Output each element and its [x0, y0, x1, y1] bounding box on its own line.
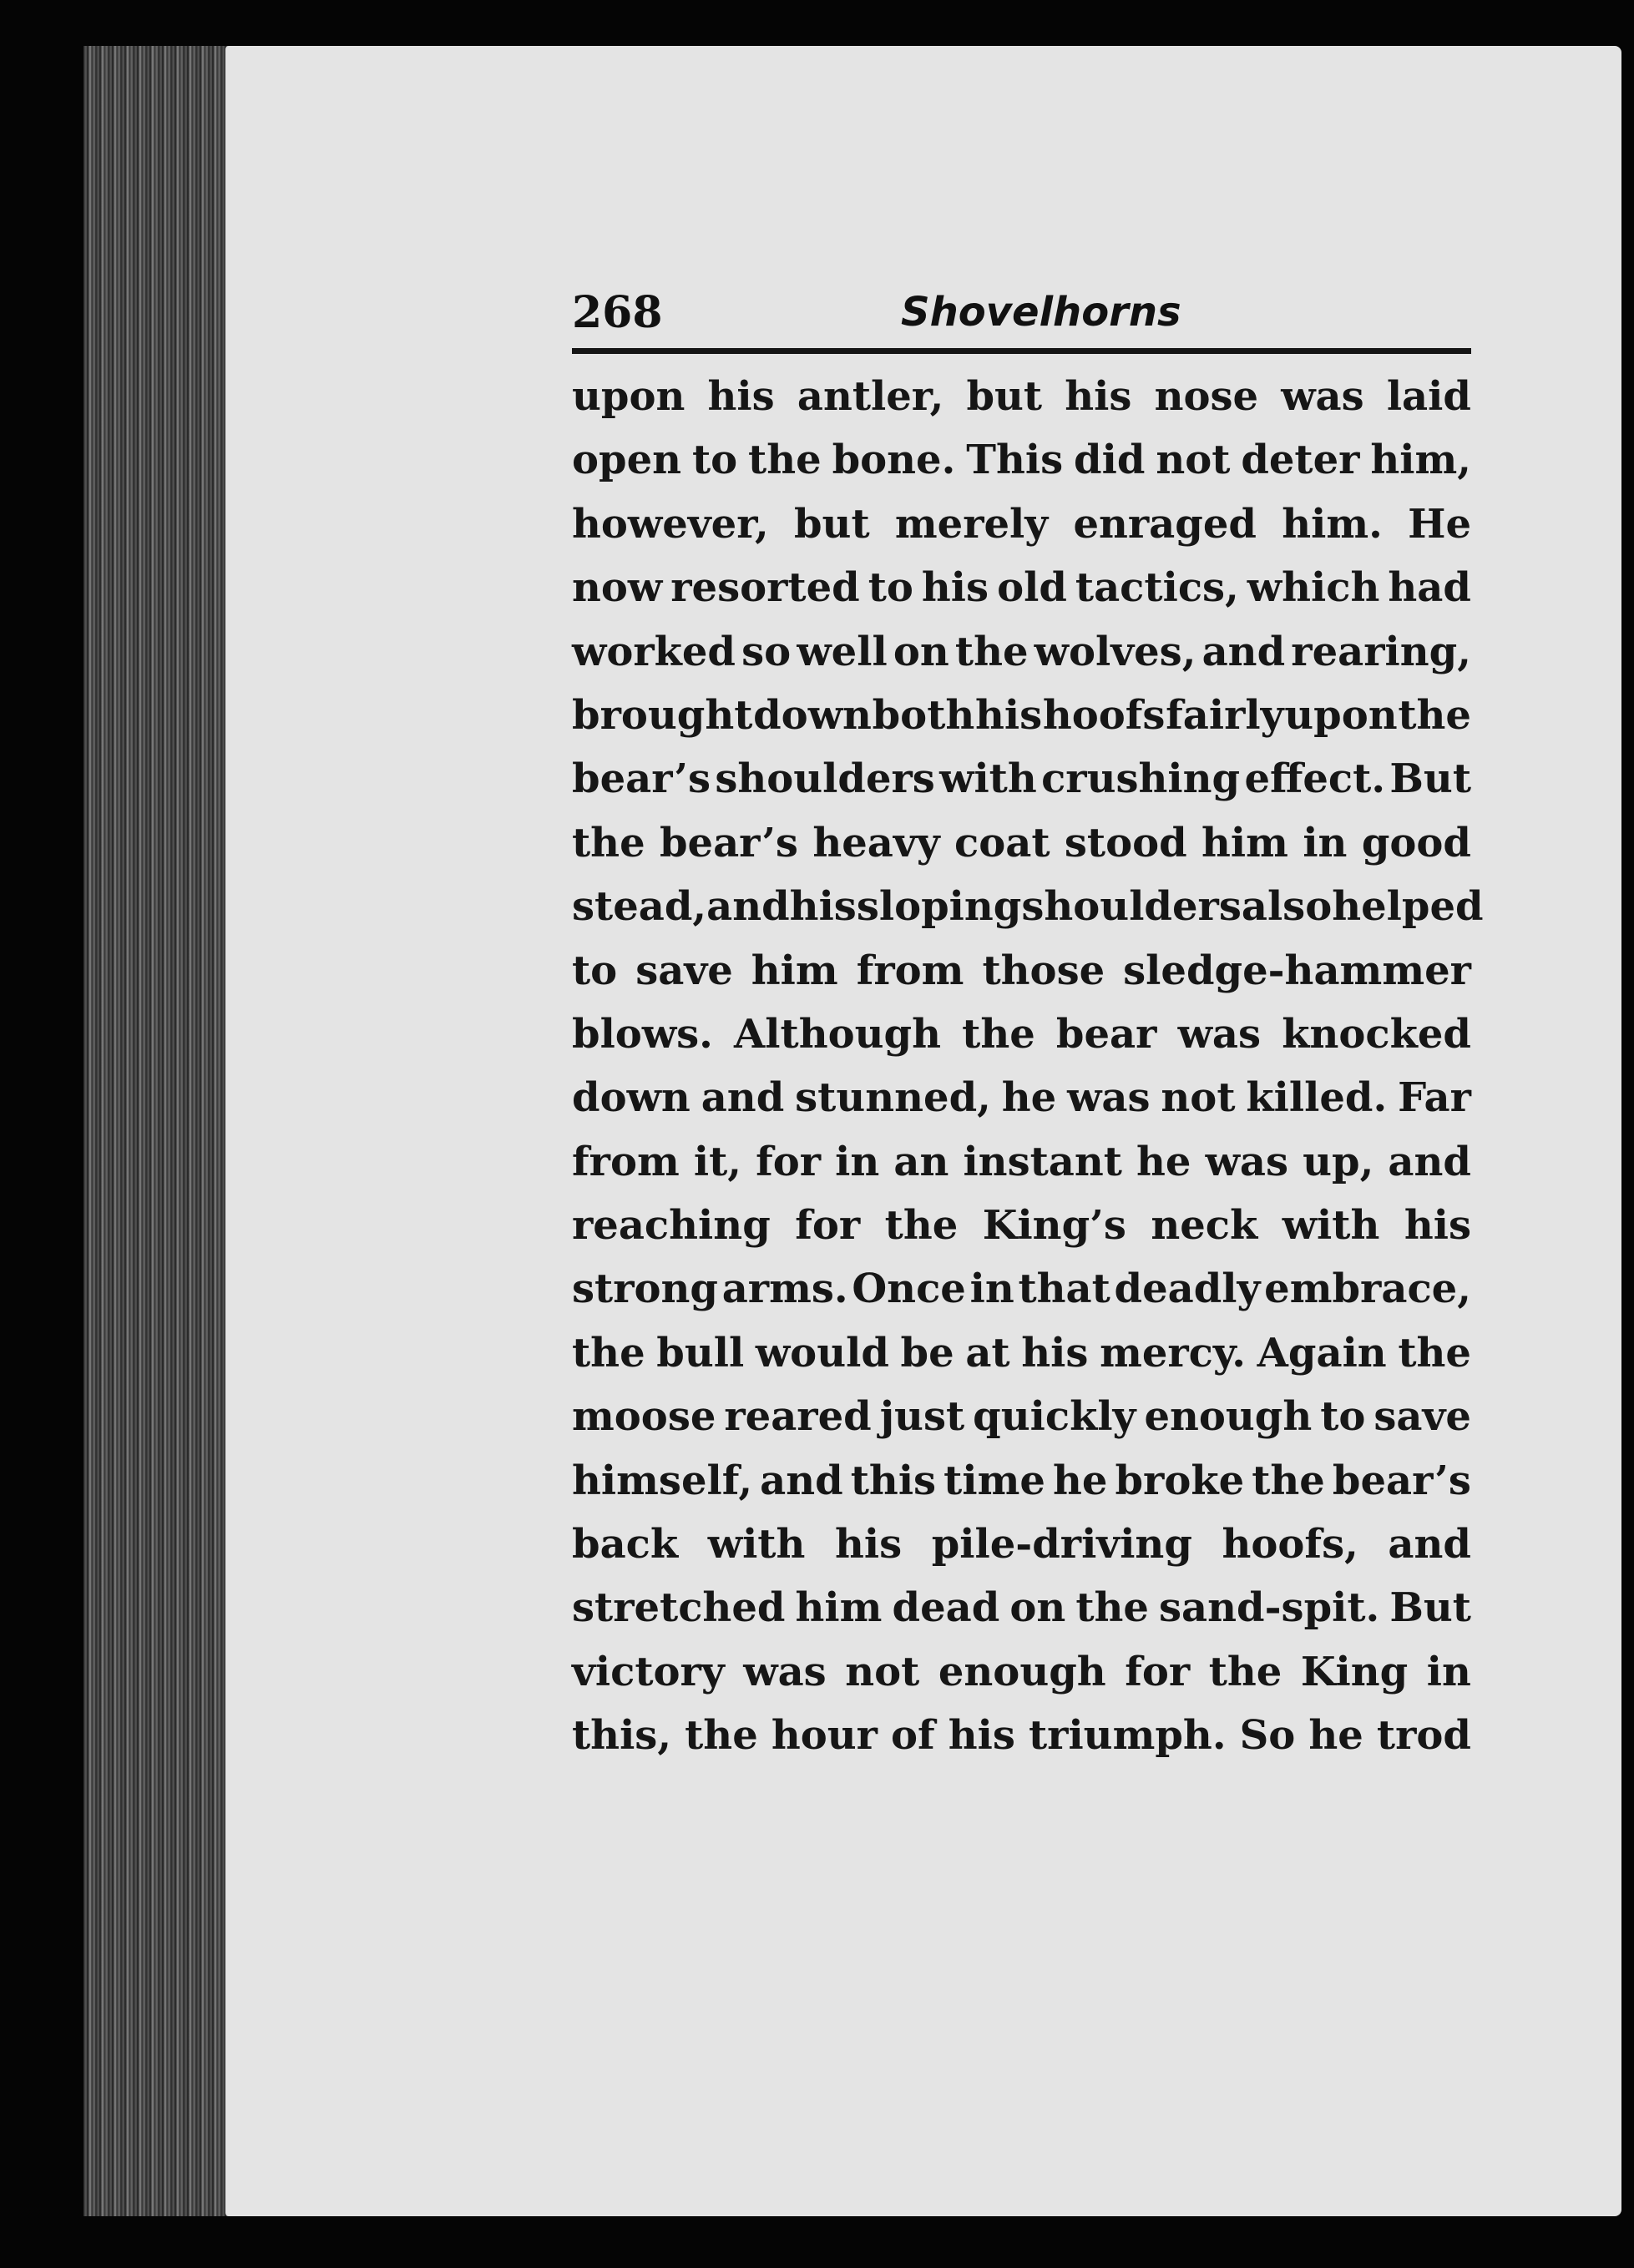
text-word: knocked — [1282, 1010, 1471, 1058]
text-word: that — [1018, 1265, 1110, 1313]
text-word: sand-spit. — [1159, 1584, 1380, 1632]
text-word: wolves, — [1034, 628, 1196, 675]
text-word: back — [572, 1521, 679, 1568]
text-word: deadly — [1114, 1265, 1261, 1313]
text-word: the — [748, 437, 822, 484]
text-word: sledge-hammer — [1123, 947, 1471, 994]
text-word: enraged — [1073, 500, 1257, 548]
text-word: the — [572, 1329, 645, 1376]
text-word: stood — [1064, 819, 1187, 866]
text-word: just — [879, 1393, 965, 1441]
text-word: did — [1074, 437, 1146, 484]
text-word: Although — [734, 1010, 941, 1058]
text-word: to — [1320, 1393, 1366, 1441]
text-word: and — [1201, 628, 1286, 675]
text-word: well — [797, 628, 888, 675]
text-word: quickly — [973, 1393, 1136, 1441]
text-word: him — [795, 1584, 883, 1632]
text-line — [572, 1513, 1471, 1576]
text-word: resorted — [670, 564, 860, 612]
text-word: on — [893, 628, 949, 675]
text-word: it, — [693, 1138, 741, 1185]
text-word: from — [572, 1138, 680, 1185]
text-word: trod — [1376, 1712, 1471, 1760]
text-word: his — [921, 564, 989, 612]
text-word: in — [969, 1265, 1014, 1313]
text-line — [572, 1257, 1471, 1321]
text-word: pile-driving — [931, 1521, 1192, 1568]
text-word: up, — [1303, 1138, 1374, 1185]
text-word: was — [1205, 1138, 1289, 1185]
text-word: effect. — [1244, 755, 1386, 803]
page-number: 268 — [572, 287, 663, 338]
text-word: helped — [1332, 883, 1484, 931]
text-word: bull — [656, 1329, 745, 1376]
text-word: to — [572, 947, 618, 994]
text-word: not — [845, 1648, 920, 1695]
text-word: save — [1373, 1393, 1471, 1441]
text-line — [572, 1704, 1471, 1767]
text-word: in — [1303, 819, 1348, 866]
text-word: his — [789, 883, 857, 931]
text-line — [572, 875, 1484, 938]
text-word: the — [572, 819, 645, 866]
text-word: his — [1404, 1202, 1471, 1250]
text-word: and — [706, 883, 790, 931]
text-line — [572, 684, 1471, 747]
text-word: was — [1067, 1074, 1151, 1122]
text-word: bear’s — [572, 755, 711, 803]
text-word: bear’s — [1332, 1457, 1471, 1504]
text-word: but — [793, 500, 870, 548]
text-word: neck — [1151, 1202, 1258, 1250]
text-word: dead — [892, 1584, 1000, 1632]
text-line — [572, 1385, 1471, 1448]
text-word: So — [1239, 1712, 1296, 1760]
text-word: upon — [1284, 691, 1398, 739]
text-word: at — [965, 1329, 1010, 1376]
text-word: shoulders — [715, 755, 935, 803]
text-word: the — [1075, 1584, 1149, 1632]
text-word: He — [1408, 500, 1471, 548]
book-page-edges — [83, 46, 234, 2216]
text-word: and — [760, 1457, 843, 1504]
text-word: his — [1065, 373, 1132, 420]
text-word: himself, — [572, 1457, 753, 1504]
text-line — [572, 811, 1471, 875]
text-word: which — [1247, 564, 1380, 612]
text-word: for — [1125, 1648, 1191, 1695]
text-word: hoofs — [1042, 691, 1166, 739]
text-word: so — [741, 628, 792, 675]
text-word: now — [572, 564, 663, 612]
text-word: he — [1001, 1074, 1057, 1122]
text-word: was — [1177, 1010, 1262, 1058]
text-word: embrace, — [1264, 1265, 1471, 1313]
text-word: sloping — [856, 883, 1022, 931]
text-line — [572, 1640, 1471, 1704]
text-word: the — [962, 1010, 1035, 1058]
text-word: on — [1009, 1584, 1066, 1632]
text-word: be — [900, 1329, 954, 1376]
text-word: upon — [572, 373, 685, 420]
text-word: Once — [852, 1265, 966, 1313]
text-word: save — [635, 947, 733, 994]
text-word: merely — [894, 500, 1049, 548]
text-word: arms. — [721, 1265, 848, 1313]
text-word: time — [943, 1457, 1045, 1504]
text-word: But — [1389, 755, 1471, 803]
text-word: would — [755, 1329, 889, 1376]
text-word: his — [834, 1521, 903, 1568]
text-word: this, — [572, 1712, 672, 1760]
page-header — [572, 275, 1471, 351]
text-word: fairly — [1166, 691, 1284, 739]
text-word: Far — [1398, 1074, 1471, 1122]
text-word: stead, — [572, 883, 707, 931]
text-word: in — [1426, 1648, 1471, 1695]
text-word: hoofs, — [1222, 1521, 1358, 1568]
text-word: but — [966, 373, 1043, 420]
text-word: of — [891, 1712, 935, 1760]
text-word: to — [691, 437, 738, 484]
text-word: the — [685, 1712, 758, 1760]
text-word: Again — [1257, 1329, 1387, 1376]
text-word: bear — [1055, 1010, 1157, 1058]
text-word: not — [1156, 437, 1231, 484]
text-word: old — [997, 564, 1067, 612]
text-word: reared — [724, 1393, 872, 1441]
text-word: and — [1388, 1138, 1471, 1185]
text-word: worked — [572, 628, 736, 675]
text-word: bear’s — [659, 819, 798, 866]
text-word: not — [1161, 1074, 1236, 1122]
text-line — [572, 747, 1471, 811]
text-word: triumph. — [1028, 1712, 1227, 1760]
text-word: blows. — [572, 1010, 713, 1058]
text-word: an — [893, 1138, 949, 1185]
text-word: broke — [1115, 1457, 1245, 1504]
text-word: in — [835, 1138, 880, 1185]
text-word: him — [751, 947, 838, 994]
text-word: the — [1398, 1329, 1471, 1376]
text-word: open — [572, 437, 682, 484]
text-word: nose — [1154, 373, 1259, 420]
text-word: was — [1281, 373, 1364, 420]
text-word: he — [1136, 1138, 1191, 1185]
text-word: killed. — [1246, 1074, 1388, 1122]
text-line — [572, 1321, 1471, 1385]
text-word: enough — [938, 1648, 1106, 1695]
text-word: brought — [572, 691, 753, 739]
text-word: laid — [1386, 373, 1471, 420]
text-word: this — [850, 1457, 937, 1504]
text-word: King — [1300, 1648, 1409, 1695]
text-word: him — [1201, 819, 1288, 866]
text-word: antler, — [797, 373, 944, 420]
text-word: heavy — [812, 819, 940, 866]
text-word: for — [795, 1202, 861, 1250]
text-line — [572, 1576, 1471, 1639]
text-word: stretched — [572, 1584, 786, 1632]
text-word: him. — [1282, 500, 1383, 548]
text-line — [572, 428, 1471, 492]
text-word: mercy. — [1100, 1329, 1246, 1376]
text-word: stunned, — [795, 1074, 991, 1122]
header-rule — [572, 348, 1471, 354]
text-word: coat — [954, 819, 1050, 866]
text-word: his — [707, 373, 775, 420]
text-word: tactics, — [1075, 564, 1239, 612]
text-line — [572, 939, 1471, 1003]
text-line — [572, 556, 1471, 619]
text-line — [572, 1130, 1471, 1194]
text-line — [572, 492, 1471, 556]
text-word: the — [884, 1202, 959, 1250]
text-word: both — [872, 691, 975, 739]
text-word: with — [707, 1521, 806, 1568]
text-word: moose — [572, 1393, 716, 1441]
text-word: he — [1308, 1712, 1363, 1760]
text-word: But — [1389, 1584, 1471, 1632]
text-line — [572, 1449, 1471, 1513]
body-text — [572, 365, 1484, 1768]
text-word: to — [868, 564, 913, 612]
text-word: This — [966, 437, 1064, 484]
text-word: deter — [1241, 437, 1360, 484]
text-word: for — [756, 1138, 822, 1185]
text-line — [572, 620, 1471, 684]
text-word: good — [1361, 819, 1471, 866]
text-line — [572, 365, 1471, 428]
text-word: his — [948, 1712, 1015, 1760]
text-word: was — [743, 1648, 827, 1695]
running-title: Shovelhorns — [901, 289, 1181, 336]
text-word: strong — [572, 1265, 718, 1313]
text-word: shoulders — [1021, 883, 1242, 931]
text-word: and — [701, 1074, 785, 1122]
text-word: the — [1398, 691, 1471, 739]
text-line — [572, 1003, 1471, 1066]
text-word: his — [1021, 1329, 1089, 1376]
text-word: reaching — [572, 1202, 771, 1250]
text-word: the — [1252, 1457, 1325, 1504]
text-word: with — [1282, 1202, 1380, 1250]
text-word: King’s — [982, 1202, 1126, 1250]
text-word: from — [856, 947, 964, 994]
text-word: him, — [1370, 437, 1471, 484]
text-word: he — [1052, 1457, 1108, 1504]
text-word: down — [753, 691, 872, 739]
text-word: bone. — [832, 437, 956, 484]
text-word: rearing, — [1291, 628, 1471, 675]
text-word: the — [954, 628, 1029, 675]
text-word: with — [939, 755, 1037, 803]
text-word: and — [1388, 1521, 1471, 1568]
text-word: however, — [572, 500, 769, 548]
text-word: victory — [572, 1648, 725, 1695]
text-word: crushing — [1041, 755, 1241, 803]
text-word: those — [982, 947, 1105, 994]
text-word: the — [1208, 1648, 1282, 1695]
text-word: also — [1241, 883, 1333, 931]
text-word: enough — [1144, 1393, 1313, 1441]
text-line — [572, 1194, 1471, 1257]
text-line — [572, 1066, 1471, 1129]
text-word: down — [572, 1074, 691, 1122]
text-word: his — [974, 691, 1043, 739]
text-word: had — [1388, 564, 1471, 612]
text-word: hour — [771, 1712, 878, 1760]
text-word: instant — [963, 1138, 1122, 1185]
